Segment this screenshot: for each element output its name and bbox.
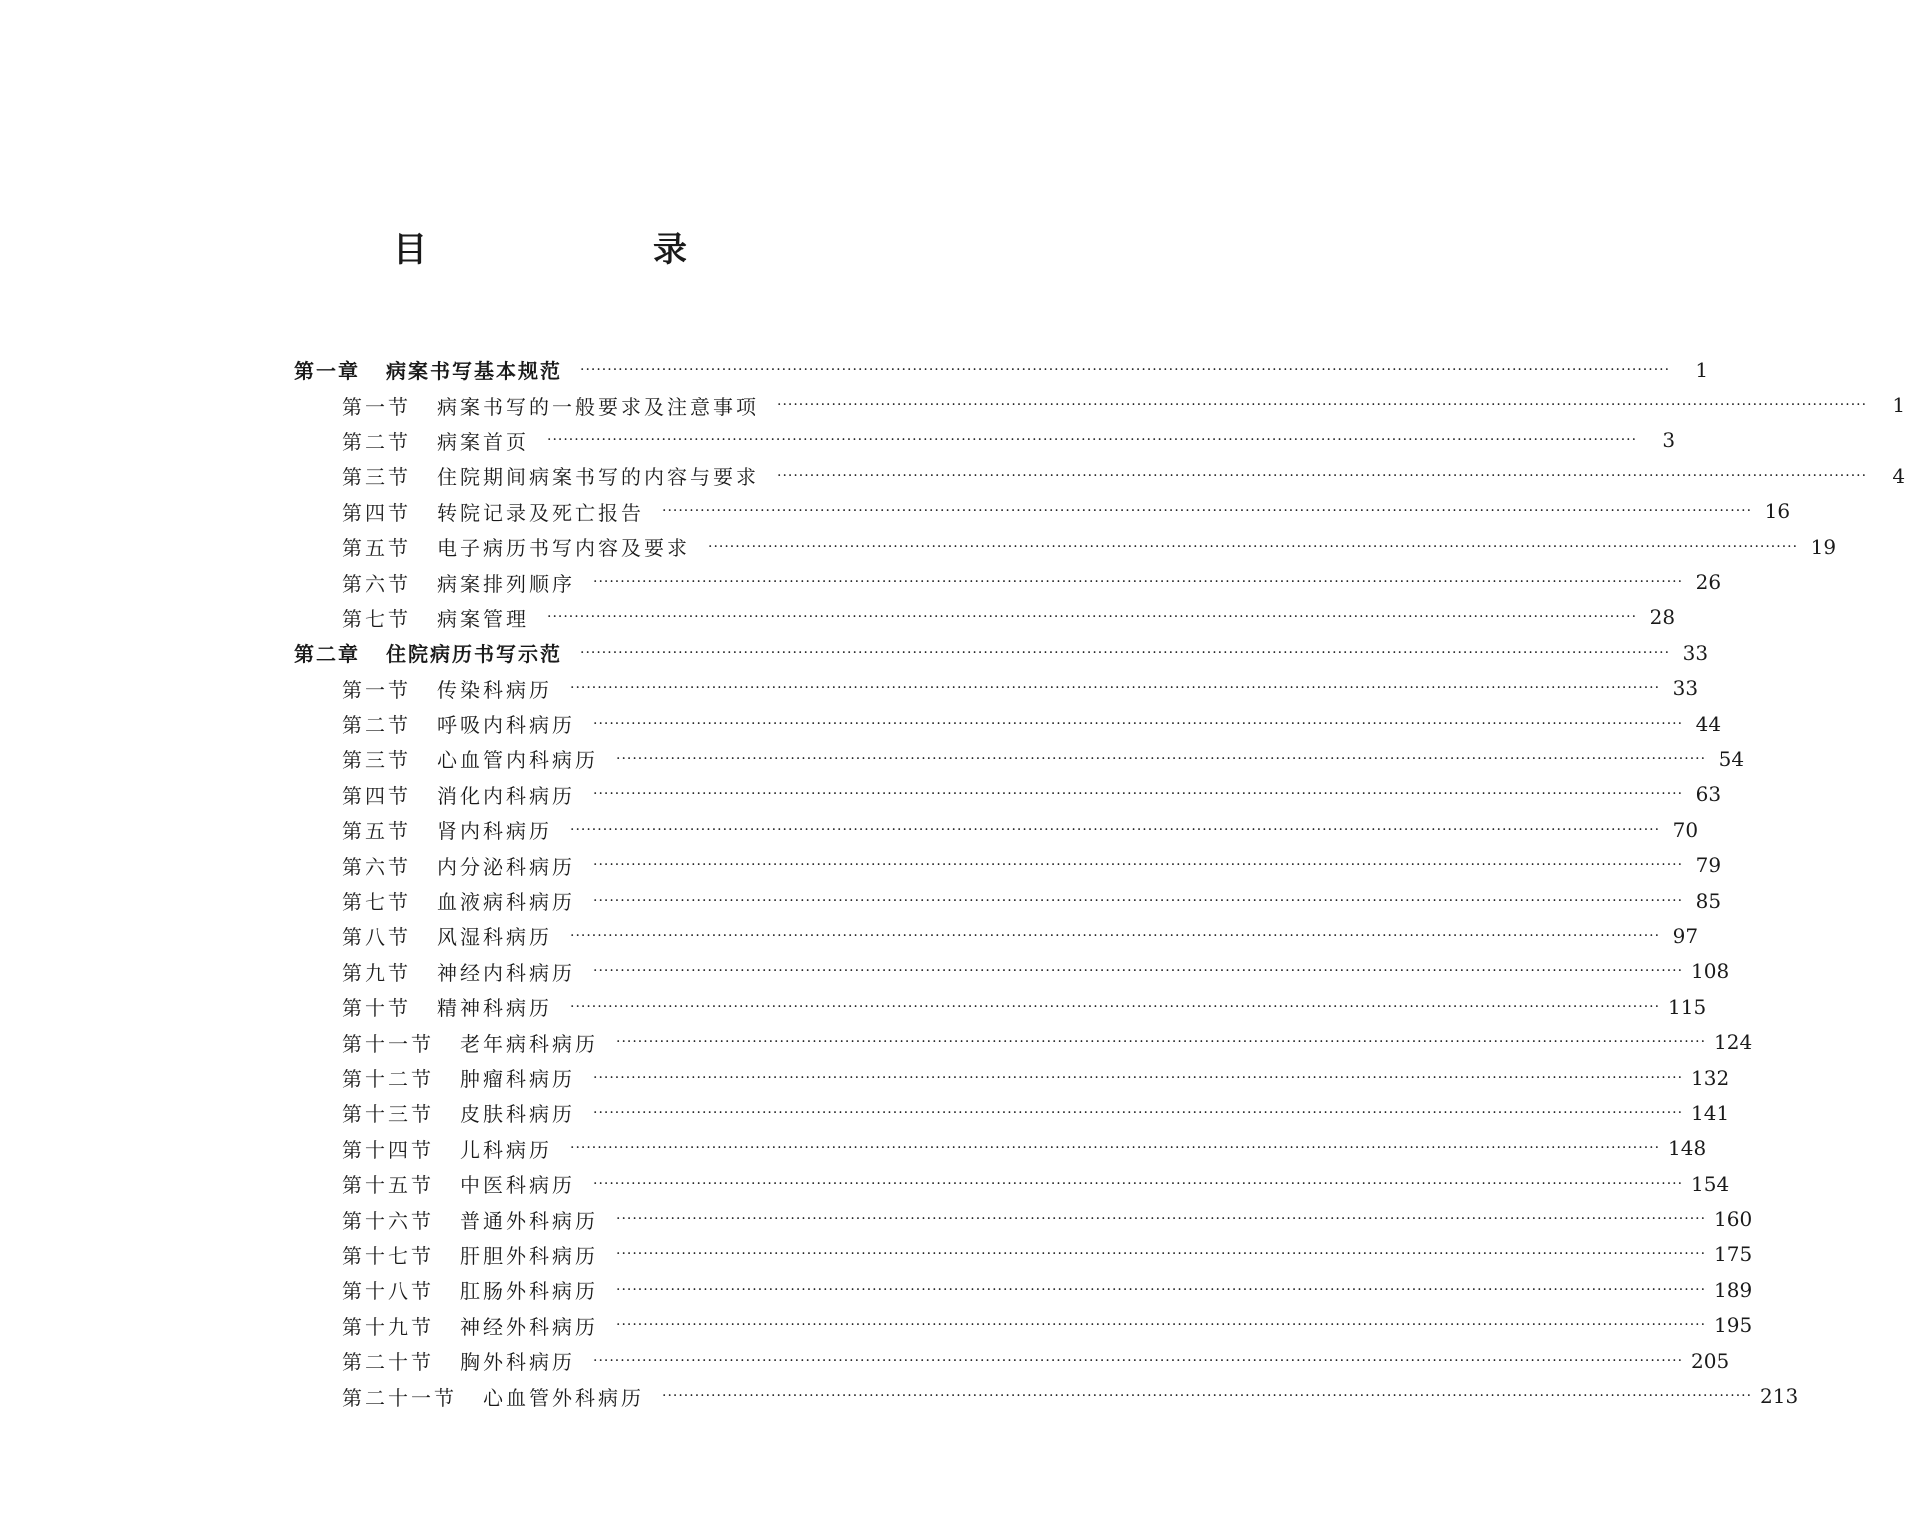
toc-entry-label — [342, 426, 529, 455]
toc-leader-dots: ········································································································································································································ — [593, 1352, 1684, 1369]
toc-entry-title: 病案书写的一般要求及注意事项 — [437, 394, 759, 419]
toc-entry-title: 病案排列顺序 — [437, 571, 575, 596]
toc-entry-number: 第十六节 — [342, 1208, 434, 1233]
toc-page-number: 4 — [1892, 463, 1905, 488]
toc-entry-number: 第一章 — [294, 359, 360, 384]
toc-entry-number: 第五节 — [342, 819, 411, 844]
toc-page-number: 175 — [1714, 1242, 1753, 1267]
toc-chapter-row[interactable] — [0, 635, 1709, 670]
toc-chapter-row[interactable] — [0, 352, 1709, 387]
toc-page-number: 28 — [1649, 605, 1676, 630]
toc-section-row[interactable] — [0, 1024, 1753, 1059]
toc-entry-label — [342, 532, 690, 561]
toc-section-row[interactable] — [0, 1131, 1707, 1166]
toc-entry-number: 第十八节 — [342, 1279, 434, 1304]
toc-page-number: 63 — [1695, 782, 1722, 807]
toc-section-row[interactable] — [0, 600, 1676, 635]
toc-entry-title: 中医科病历 — [460, 1173, 575, 1198]
toc-leader-dots: ········································································································································································································ — [570, 821, 1661, 838]
toc-page-number: 33 — [1672, 676, 1699, 701]
toc-entry-title: 肛肠外科病历 — [460, 1279, 598, 1304]
toc-entry-title: 肿瘤科病历 — [460, 1067, 575, 1091]
toc-leader-dots: ········································································································································································································ — [593, 574, 1684, 591]
toc-section-row[interactable] — [0, 423, 1676, 458]
toc-entry-title: 精神科病历 — [437, 996, 552, 1021]
toc-entry-number: 第二章 — [294, 642, 360, 667]
toc-entry-label — [342, 957, 575, 986]
toc-entry-label — [342, 497, 644, 526]
toc-section-row[interactable] — [0, 1095, 1730, 1130]
toc-page-number: 1 — [1892, 393, 1905, 418]
toc-entry-label — [342, 1134, 552, 1163]
toc-entry-title: 肝胆外科病历 — [460, 1243, 598, 1268]
toc-leader-dots: ········································································································································································································ — [593, 963, 1684, 980]
toc-section-row[interactable] — [0, 494, 1791, 529]
toc-leader-dots: ········································································································································································································ — [570, 998, 1661, 1015]
toc-section-row[interactable] — [0, 812, 1699, 847]
toc-section-row[interactable] — [0, 1272, 1753, 1307]
toc-section-row[interactable] — [0, 918, 1699, 953]
toc-entry-title: 血液病科病历 — [437, 890, 575, 915]
toc-entry-title: 传染科病历 — [437, 677, 552, 702]
toc-entry-number: 第四节 — [342, 500, 411, 525]
toc-section-row[interactable] — [0, 458, 1905, 493]
toc-leader-dots: ········································································································································································································ — [580, 644, 1671, 661]
toc-entry-number: 第七节 — [342, 606, 411, 631]
toc-leader-dots: ········································································································································································································ — [593, 892, 1684, 909]
toc-entry-label — [342, 1169, 575, 1198]
toc-entry-label — [342, 603, 529, 632]
toc-page-number: 16 — [1764, 499, 1791, 524]
toc-leader-dots: ········································································································································································································ — [616, 1317, 1707, 1334]
toc-entry-title: 病案书写基本规范 — [386, 359, 562, 384]
toc-entry-label — [342, 1240, 598, 1269]
toc-entry-number: 第十一节 — [342, 1031, 434, 1056]
toc-page-number: 108 — [1691, 959, 1730, 984]
toc-section-row[interactable] — [0, 671, 1699, 706]
table-of-contents — [0, 352, 1905, 1414]
toc-entry-title: 心血管内科病历 — [437, 748, 598, 773]
toc-leader-dots: ········································································································································································································ — [777, 467, 1868, 484]
toc-section-row[interactable] — [0, 954, 1730, 989]
toc-page-number: 19 — [1810, 534, 1837, 559]
toc-entry-number: 第四节 — [342, 783, 411, 808]
toc-entry-title: 呼吸内科病历 — [437, 713, 575, 738]
toc-page-number: 79 — [1695, 853, 1722, 878]
toc-entry-number: 第二节 — [342, 429, 411, 454]
toc-leader-dots: ········································································································································································································ — [547, 432, 1638, 449]
toc-entry-label — [342, 568, 575, 597]
toc-entry-number: 第十九节 — [342, 1314, 434, 1339]
toc-leader-dots: ········································································································································································································ — [777, 397, 1868, 414]
toc-entry-number: 第一节 — [342, 394, 411, 419]
toc-page-number: 124 — [1714, 1030, 1753, 1055]
toc-entry-label — [342, 851, 575, 880]
toc-leader-dots: ········································································································································································································ — [662, 1388, 1753, 1405]
toc-entry-number: 第九节 — [342, 960, 411, 985]
toc-section-row[interactable] — [0, 706, 1722, 741]
toc-entry-label — [342, 744, 598, 773]
toc-entry-number: 第八节 — [342, 925, 411, 950]
toc-entry-title: 儿科病历 — [460, 1137, 552, 1162]
toc-entry-number: 第十五节 — [342, 1173, 434, 1198]
toc-entry-label — [294, 638, 562, 667]
toc-page-number: 154 — [1691, 1171, 1730, 1196]
toc-entry-label — [342, 921, 552, 950]
toc-entry-number: 第十七节 — [342, 1243, 434, 1268]
toc-entry-title: 住院病历书写示范 — [386, 642, 562, 667]
toc-entry-label — [342, 391, 759, 420]
toc-leader-dots: ········································································································································································································ — [616, 1281, 1707, 1298]
toc-section-row[interactable] — [0, 847, 1722, 882]
toc-page-number: 115 — [1668, 994, 1707, 1019]
toc-leader-dots: ········································································································································································································ — [708, 538, 1799, 555]
toc-leader-dots: ········································································································································································································ — [580, 361, 1671, 378]
toc-entry-number: 第三节 — [342, 748, 411, 773]
toc-leader-dots: ········································································································································································································ — [593, 1175, 1684, 1192]
toc-entry-number: 第六节 — [342, 571, 411, 596]
toc-page-number: 148 — [1668, 1136, 1707, 1161]
toc-section-row[interactable] — [0, 1308, 1753, 1343]
toc-section-row[interactable] — [0, 1343, 1730, 1378]
toc-entry-title: 神经内科病历 — [437, 960, 575, 985]
toc-entry-label — [342, 1098, 575, 1127]
toc-leader-dots: ········································································································································································································ — [593, 715, 1684, 732]
toc-leader-dots: ········································································································································································································ — [570, 680, 1661, 697]
toc-entry-title: 神经外科病历 — [460, 1314, 598, 1339]
toc-entry-title: 病案首页 — [437, 429, 529, 454]
toc-page-number: 160 — [1714, 1207, 1753, 1232]
toc-leader-dots: ········································································································································································································ — [616, 1211, 1707, 1228]
toc-leader-dots: ········································································································································································································ — [593, 786, 1684, 803]
toc-section-row[interactable] — [0, 529, 1837, 564]
toc-entry-label — [294, 355, 562, 384]
toc-section-row[interactable] — [0, 387, 1905, 422]
toc-entry-label — [342, 1063, 575, 1092]
toc-leader-dots: ········································································································································································································ — [547, 609, 1638, 626]
toc-entry-label — [342, 1205, 598, 1234]
toc-entry-title: 皮肤科病历 — [460, 1102, 575, 1127]
toc-page-number: 213 — [1760, 1384, 1799, 1409]
toc-entry-title: 风湿科病历 — [437, 925, 552, 950]
toc-entry-label — [342, 1028, 598, 1057]
toc-entry-title: 老年病科病历 — [460, 1031, 598, 1056]
toc-entry-label — [342, 1346, 575, 1375]
toc-section-row[interactable] — [0, 1378, 1799, 1413]
toc-entry-title: 病案管理 — [437, 606, 529, 631]
toc-page-number: 44 — [1695, 711, 1722, 736]
toc-entry-number: 第二节 — [342, 713, 411, 738]
toc-entry-number: 第一节 — [342, 677, 411, 702]
toc-page-number: 70 — [1672, 817, 1699, 842]
toc-entry-label — [342, 886, 575, 915]
page-title: 目 录 — [393, 230, 783, 270]
toc-leader-dots: ········································································································································································································ — [593, 1104, 1684, 1121]
toc-entry-number: 第十二节 — [342, 1067, 434, 1091]
toc-page-number: 3 — [1662, 428, 1676, 453]
toc-entry-label — [342, 992, 552, 1021]
toc-leader-dots: ········································································································································································································ — [616, 1246, 1707, 1263]
toc-entry-number: 第二十一节 — [342, 1385, 457, 1410]
toc-leader-dots: ········································································································································································································ — [593, 857, 1684, 874]
toc-page-number: 1 — [1695, 357, 1709, 382]
toc-section-row[interactable] — [0, 1166, 1730, 1201]
toc-section-row[interactable] — [0, 741, 1745, 776]
toc-entry-label — [342, 1311, 598, 1340]
toc-entry-label — [342, 1382, 644, 1411]
toc-entry-label — [342, 815, 552, 844]
toc-entry-number: 第十四节 — [342, 1137, 434, 1162]
toc-entry-title: 肾内科病历 — [437, 819, 552, 844]
toc-leader-dots: ········································································································································································································ — [616, 750, 1707, 767]
toc-leader-dots: ········································································································································································································ — [616, 1034, 1707, 1051]
toc-page-number: 195 — [1714, 1313, 1753, 1338]
toc-section-row[interactable] — [0, 1201, 1753, 1236]
toc-page-number: 26 — [1695, 570, 1722, 595]
toc-entry-label — [342, 461, 759, 490]
toc-entry-label — [342, 709, 575, 738]
toc-entry-number: 第十三节 — [342, 1102, 434, 1127]
toc-entry-title: 电子病历书写内容及要求 — [437, 536, 690, 561]
toc-entry-number: 第三节 — [342, 465, 411, 490]
toc-page-number: 141 — [1691, 1100, 1730, 1125]
toc-leader-dots: ········································································································································································································ — [570, 1140, 1661, 1157]
toc-page-number: 54 — [1718, 746, 1745, 771]
toc-leader-dots: ········································································································································································································ — [570, 927, 1661, 944]
toc-leader-dots: ········································································································································································································ — [593, 1069, 1684, 1086]
toc-section-row[interactable] — [0, 1060, 1730, 1095]
toc-entry-number: 第六节 — [342, 854, 411, 879]
toc-entry-number: 第七节 — [342, 890, 411, 915]
toc-entry-title: 转院记录及死亡报告 — [437, 500, 644, 525]
toc-entry-number: 第十节 — [342, 996, 411, 1021]
toc-entry-title: 心血管外科病历 — [483, 1385, 644, 1410]
toc-page-number: 97 — [1672, 923, 1699, 948]
toc-section-row[interactable] — [0, 564, 1722, 599]
toc-entry-title: 内分泌科病历 — [437, 854, 575, 879]
toc-entry-label — [342, 674, 552, 703]
toc-section-row[interactable] — [0, 1237, 1753, 1272]
toc-section-row[interactable] — [0, 989, 1707, 1024]
toc-entry-label — [342, 1275, 598, 1304]
toc-page-number: 132 — [1691, 1065, 1730, 1090]
toc-entry-number: 第二十节 — [342, 1350, 434, 1375]
toc-entry-title: 胸外科病历 — [460, 1350, 575, 1375]
toc-entry-title: 消化内科病历 — [437, 783, 575, 808]
toc-entry-label — [342, 780, 575, 809]
toc-section-row[interactable] — [0, 777, 1722, 812]
toc-entry-number: 第五节 — [342, 536, 411, 561]
toc-entry-title: 住院期间病案书写的内容与要求 — [437, 465, 759, 490]
toc-page-number: 85 — [1695, 888, 1722, 913]
toc-page-number: 189 — [1714, 1277, 1753, 1302]
toc-page-number: 33 — [1682, 640, 1709, 665]
toc-leader-dots: ········································································································································································································ — [662, 503, 1753, 520]
toc-section-row[interactable] — [0, 883, 1722, 918]
toc-page-number: 205 — [1691, 1348, 1730, 1373]
toc-entry-title: 普通外科病历 — [460, 1208, 598, 1233]
